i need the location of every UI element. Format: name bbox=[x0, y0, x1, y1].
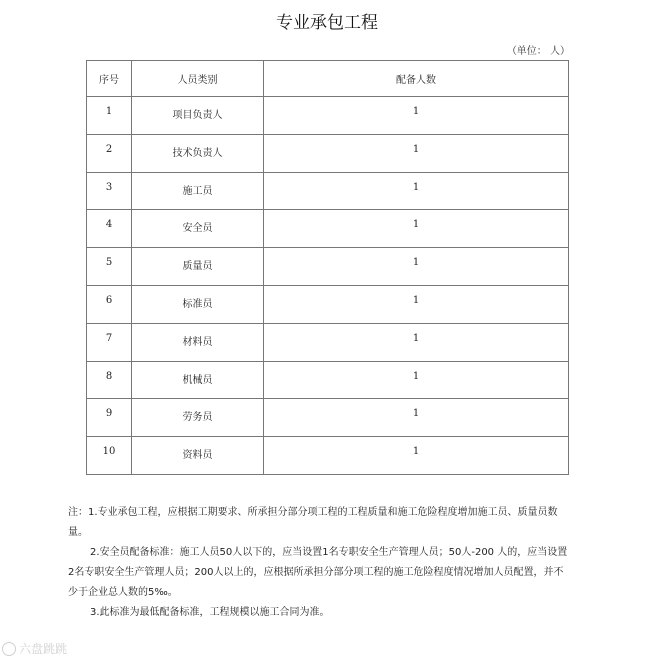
row-category: 资料员 bbox=[132, 437, 264, 475]
table-header-row bbox=[87, 61, 569, 97]
row-index: 9 bbox=[87, 399, 132, 437]
row-count: 1 bbox=[264, 210, 569, 248]
row-count: 1 bbox=[264, 399, 569, 437]
table-row bbox=[87, 399, 569, 437]
row-index: 2 bbox=[87, 134, 132, 172]
unit-label: （单位： 人） bbox=[506, 46, 570, 57]
staffing-table bbox=[86, 60, 569, 475]
row-index: 8 bbox=[87, 361, 132, 399]
row-category: 劳务员 bbox=[132, 399, 264, 437]
row-index: 6 bbox=[87, 285, 132, 323]
row-index: 7 bbox=[87, 323, 132, 361]
header-category: 人员类别 bbox=[132, 61, 264, 97]
row-index: 4 bbox=[87, 210, 132, 248]
row-count: 1 bbox=[264, 285, 569, 323]
row-category: 项目负责人 bbox=[132, 97, 264, 135]
row-count: 1 bbox=[264, 134, 569, 172]
table-row bbox=[87, 97, 569, 135]
row-category: 施工员 bbox=[132, 172, 264, 210]
note-1: 注：1.专业承包工程，应根据工期要求、所承担分部分项工程的工程质量和施工危险程度增加施工员、质量员数量。 bbox=[68, 507, 558, 538]
watermark-text: 六盘跳跳 bbox=[19, 642, 68, 656]
notes-section bbox=[68, 503, 573, 623]
row-category: 材料员 bbox=[132, 323, 264, 361]
table-row bbox=[87, 323, 569, 361]
watermark bbox=[2, 640, 67, 657]
circle-logo-icon bbox=[2, 642, 16, 656]
row-index: 3 bbox=[87, 172, 132, 210]
table-row bbox=[87, 172, 569, 210]
row-count: 1 bbox=[264, 248, 569, 286]
row-count: 1 bbox=[264, 437, 569, 475]
row-count: 1 bbox=[264, 97, 569, 135]
row-count: 1 bbox=[264, 172, 569, 210]
table-row bbox=[87, 210, 569, 248]
row-category: 安全员 bbox=[132, 210, 264, 248]
row-index: 10 bbox=[87, 437, 132, 475]
note-3: 3.此标准为最低配备标准，工程规模以施工合同为准。 bbox=[90, 607, 330, 618]
header-count: 配备人数 bbox=[264, 61, 569, 97]
row-count: 1 bbox=[264, 361, 569, 399]
row-category: 标准员 bbox=[132, 285, 264, 323]
table-row bbox=[87, 134, 569, 172]
header-index: 序号 bbox=[87, 61, 132, 97]
row-category: 机械员 bbox=[132, 361, 264, 399]
page-title: 专业承包工程 bbox=[276, 13, 378, 33]
row-category: 质量员 bbox=[132, 248, 264, 286]
table-row bbox=[87, 248, 569, 286]
row-index: 5 bbox=[87, 248, 132, 286]
table-row bbox=[87, 437, 569, 475]
row-index: 1 bbox=[87, 97, 132, 135]
row-count: 1 bbox=[264, 323, 569, 361]
row-category: 技术负责人 bbox=[132, 134, 264, 172]
note-2: 2.安全员配备标准：施工人员50人以下的，应当设置1名专职安全生产管理人员；50人-200 人的，应当设置2名专职安全生产管理人员；200人以上的，应根据所承担分部分项工程的施工危险程度情况增加人员配置，并不少于企业总人数的5‰。 bbox=[68, 547, 568, 598]
table-row bbox=[87, 361, 569, 399]
table-row bbox=[87, 285, 569, 323]
